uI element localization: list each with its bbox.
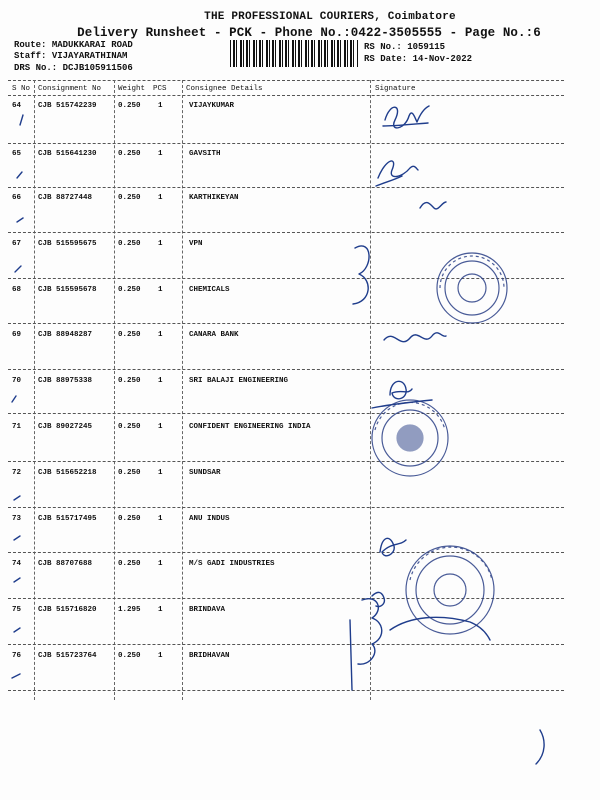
row-consignment: CJB 515641230: [38, 150, 97, 158]
row-pcs: 1: [158, 286, 163, 294]
runsheet-subtitle: Delivery Runsheet - PCK - Phone No.:0422-3505555 - Page No.:6: [77, 26, 541, 40]
row-consignee: M/S GADI INDUSTRIES: [189, 560, 275, 568]
row-pcs: 1: [158, 606, 163, 614]
signature-scribble: [536, 730, 544, 764]
row-weight: 0.250: [118, 102, 141, 110]
row-pcs: 1: [158, 240, 163, 248]
tick-mark-icon: [15, 266, 21, 272]
row-weight: 0.250: [118, 240, 141, 248]
row-sno: 64: [12, 102, 22, 110]
tick-mark-icon: [17, 172, 22, 178]
stamp-icon: [437, 253, 507, 323]
row-consignment: CJB 88727448: [38, 194, 93, 202]
row-pcs: 1: [158, 331, 163, 339]
col-consignee: Consignee Details: [186, 85, 263, 93]
signature-scribble: [350, 620, 352, 690]
row-consignment: CJB 515595675: [38, 240, 97, 248]
row-sno: 69: [12, 331, 22, 339]
row-consignee: BRINDAVA: [189, 606, 226, 614]
signature-scribble: [384, 333, 446, 342]
signature-scribble: [390, 381, 412, 399]
tick-mark-icon: [14, 628, 20, 632]
tick-mark-icon: [20, 115, 23, 125]
signature-scribble: [358, 599, 382, 665]
col-pcs: PCS: [153, 85, 167, 93]
rs-date-label: RS Date:: [364, 54, 408, 64]
signature-scribble: [353, 246, 369, 304]
drs-label: DRS No.:: [14, 63, 58, 73]
col-weight: Weight: [118, 85, 146, 93]
row-sno: 74: [12, 560, 22, 568]
row-weight: 0.250: [118, 150, 141, 158]
stamp-icon: [372, 400, 448, 476]
tick-mark-icon: [14, 536, 20, 540]
row-weight: 0.250: [118, 423, 141, 431]
row-consignment: CJB 515716820: [38, 606, 97, 614]
signature-scribble: [376, 176, 402, 186]
row-pcs: 1: [158, 102, 163, 110]
tick-mark-icon: [17, 218, 23, 222]
row-consignment: CJB 88707688: [38, 560, 93, 568]
company-title: THE PROFESSIONAL COURIERS, Coimbatore: [204, 11, 456, 23]
staff-label: Staff:: [14, 51, 47, 61]
rs-date-value: 14-Nov-2022: [412, 54, 473, 64]
row-consignee: SRI BALAJI ENGINEERING: [189, 377, 289, 385]
row-sno: 67: [12, 240, 22, 248]
row-pcs: 1: [158, 423, 163, 431]
row-consignment: CJB 88948287: [38, 331, 93, 339]
row-sno: 75: [12, 606, 22, 614]
row-consignee: CONFIDENT ENGINEERING INDIA: [189, 423, 311, 431]
row-consignment: CJB 89027245: [38, 423, 93, 431]
route-label: Route:: [14, 40, 47, 50]
row-sno: 70: [12, 377, 22, 385]
row-consignment: CJB 515652218: [38, 469, 97, 477]
row-consignment: CJB 515595678: [38, 286, 97, 294]
row-pcs: 1: [158, 469, 163, 477]
row-consignee: GAVSITH: [189, 150, 221, 158]
row-consignee: SUNDSAR: [189, 469, 221, 477]
signature-scribble: [378, 161, 418, 178]
row-weight: 0.250: [118, 652, 141, 660]
tick-mark-icon: [12, 674, 20, 678]
tick-mark-icon: [14, 578, 20, 582]
row-consignee: VPN: [189, 240, 203, 248]
row-sno: 76: [12, 652, 22, 660]
row-consignment: CJB 515723764: [38, 652, 97, 660]
row-sno: 65: [12, 150, 22, 158]
row-weight: 0.250: [118, 515, 141, 523]
row-weight: 1.295: [118, 606, 141, 614]
row-consignee: KARTHIKEYAN: [189, 194, 239, 202]
row-pcs: 1: [158, 150, 163, 158]
row-consignee: ANU INDUS: [189, 515, 230, 523]
row-pcs: 1: [158, 652, 163, 660]
row-consignee: VIJAYKUMAR: [189, 102, 235, 110]
col-sno: S No: [12, 85, 31, 93]
row-pcs: 1: [158, 515, 163, 523]
col-signature: Signature: [375, 85, 416, 93]
row-consignment: CJB 515742239: [38, 102, 97, 110]
row-sno: 71: [12, 423, 22, 431]
row-sno: 68: [12, 286, 22, 294]
row-consignee: CANARA BANK: [189, 331, 239, 339]
staff-value: VIJAYARATHINAM: [51, 51, 128, 61]
tick-mark-icon: [12, 396, 16, 402]
route-value: MADUKKARAI ROAD: [51, 40, 133, 50]
row-consignee: BRIDHAVAN: [189, 652, 230, 660]
row-sno: 66: [12, 194, 22, 202]
col-consignment: Consignment No: [38, 85, 102, 93]
row-weight: 0.250: [118, 469, 141, 477]
row-sno: 73: [12, 515, 22, 523]
rs-no-value: 1059115: [407, 42, 446, 52]
row-sno: 72: [12, 469, 22, 477]
row-weight: 0.250: [118, 331, 141, 339]
row-consignment: CJB 515717495: [38, 515, 97, 523]
drs-value: DCJB105911506: [62, 63, 133, 73]
stamp-icon: [406, 546, 494, 634]
row-weight: 0.250: [118, 377, 141, 385]
row-consignment: CJB 88975338: [38, 377, 93, 385]
row-consignee: CHEMICALS: [189, 286, 230, 294]
row-pcs: 1: [158, 377, 163, 385]
signature-scribble: [420, 202, 446, 209]
tick-mark-icon: [14, 496, 20, 500]
signature-scribble: [380, 538, 406, 555]
row-weight: 0.250: [118, 560, 141, 568]
row-pcs: 1: [158, 194, 163, 202]
row-pcs: 1: [158, 560, 163, 568]
row-weight: 0.250: [118, 286, 141, 294]
rs-no-label: RS No.:: [364, 42, 402, 52]
signature-scribble: [390, 617, 490, 640]
row-weight: 0.250: [118, 194, 141, 202]
